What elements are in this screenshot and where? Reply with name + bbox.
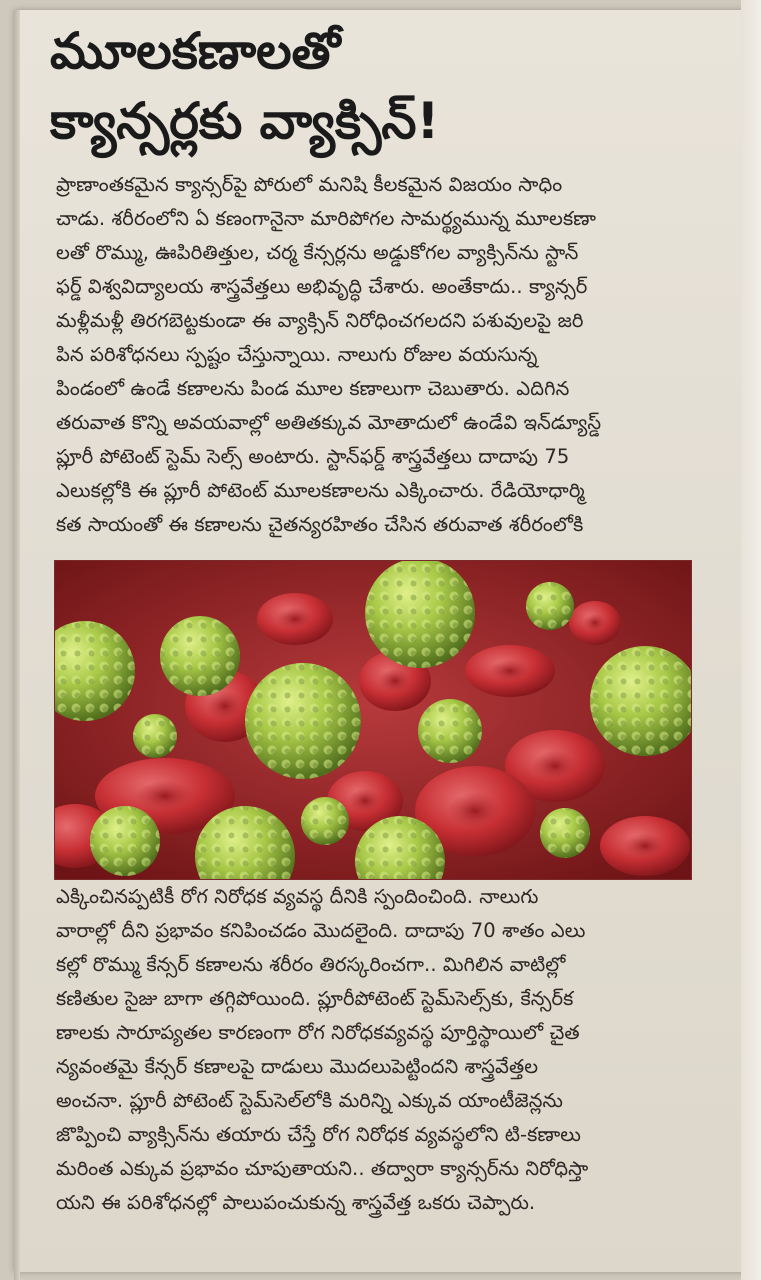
paragraph-1-line: ప్లూరీ పోటెంట్ స్టెమ్ సెల్స్ అంటారు. స్టాన్‌ఫర్డ్ శాస్త్రవేత్తలు దాదాపు 75 — [56, 445, 570, 468]
paragraph-1-line: చాడు. శరీరంలోని ఏ కణంగానైనా మారిపోగల సామర్థ్యమున్న మూలకణా — [56, 207, 597, 230]
paragraph-2-line: కల్లో రొమ్ము కేన్సర్ కణాలను శరీరం తిరస్కరించగా.. మిగిలిన వాటిల్లో — [56, 953, 566, 976]
paragraph-1-line: ప్రాణాంతకమైన క్యాన్సర్‌పై పోరులో మనిషి కీలకమైన విజయం సాధిం — [56, 173, 563, 196]
paragraph-2-line: కణితుల సైజు బాగా తగ్గిపోయింది. ప్లూరీపోటెంట్ స్టెమ్‌సెల్స్‌కు, కేన్సర్‌క — [56, 987, 574, 1010]
paragraph-2-line: న్యవంతమై కేన్సర్ కణాలపై దాడులు మొదలుపెట్టిందని శాస్త్రవేత్తల — [56, 1055, 539, 1078]
page-fold-edge — [14, 10, 20, 1280]
paragraph-1-line: ఫర్డ్ విశ్వవిద్యాలయ శాస్త్రవేత్తలు అభివృద్ధి చేశారు. అంతేకాదు.. క్యాన్సర్ — [56, 275, 588, 298]
paragraph-2-line: ణాలకు సారూప్యతల కారణంగా రోగ నిరోధకవ్యవస్థ పూర్తిస్థాయిలో చైత — [56, 1021, 580, 1044]
paragraph-1-line: కత సాయంతో ఈ కణాలను చైతన్యరహితం చేసిన తరువాత శరీరంలోకి — [56, 513, 584, 536]
paragraph-1-line: పిండంలో ఉండే కణాలను పిండ మూల కణాలుగా చెబుతారు. ఎదిగిన — [56, 377, 570, 400]
paragraph-2-line: జొప్పించి వ్యాక్సిన్‌ను తయారు చేస్తే రోగ నిరోధక వ్యవస్థలోని టి-కణాలు — [56, 1123, 581, 1146]
paragraph-2-line: యని ఈ పరిశోధనల్లో పాలుపంచుకున్న శాస్త్రవేత్త ఒకరు చెప్పారు. — [56, 1191, 536, 1214]
cells-image — [55, 561, 691, 879]
page-margin — [741, 0, 761, 1280]
paragraph-2-line: ఎక్కించినప్పటికీ రోగ నిరోధక వ్యవస్థ దీనికి స్పందించింది. నాలుగు — [56, 885, 539, 908]
article-paragraph-2 — [56, 880, 709, 1260]
paragraph-2-line: వారాల్లో దీని ప్రభావం కనిపించడం మొదలైంది. దాదాపు 70 శాతం ఎలు — [56, 919, 586, 942]
paragraph-1-line: మళ్లీమళ్లీ తిరగబెట్టకుండా ఈ వ్యాక్సిన్ నిరోధించగలదని పశువులపై జరి — [56, 309, 584, 332]
paragraph-1-line: పిన పరిశోధనలు స్పష్టం చేస్తున్నాయి. నాలుగు రోజుల వయసున్న — [56, 343, 538, 366]
paragraph-1-line: ఎలుకల్లోకి ఈ ప్లూరీ పోటెంట్ మూలకణాలను ఎక్కించారు. రేడియోధార్మి — [56, 479, 585, 502]
paragraph-1-line: తరువాత కొన్ని అవయవాల్లో అతితక్కువ మోతాదులో ఉండేవి ఇన్‌డ్యూస్డ్ — [56, 411, 602, 434]
blood-cells-illustration — [54, 560, 692, 880]
paragraph-1-line: లతో రొమ్ము, ఊపిరితిత్తుల, చర్మ కేన్సర్లను అడ్డుకోగల వ్యాక్సిన్‌ను స్టాన్ — [56, 241, 579, 264]
paragraph-2-line: అంచనా. ప్లూరీ పోటెంట్ స్టెమ్‌సెల్‌లోకి మరిన్ని ఎక్కువ యాంటీజెన్లను — [56, 1089, 564, 1112]
article-paragraph-1 — [56, 168, 709, 552]
headline-line-2: క్యాన్సర్లకు వ్యాక్సిన్! — [50, 92, 440, 150]
paragraph-2-line: మరింత ఎక్కువ ప్రభావం చూపుతాయని.. తద్వారా క్యాన్సర్‌ను నిరోధిస్తా — [56, 1157, 589, 1180]
headline-line-1: మూలకణాలతో — [50, 22, 341, 80]
